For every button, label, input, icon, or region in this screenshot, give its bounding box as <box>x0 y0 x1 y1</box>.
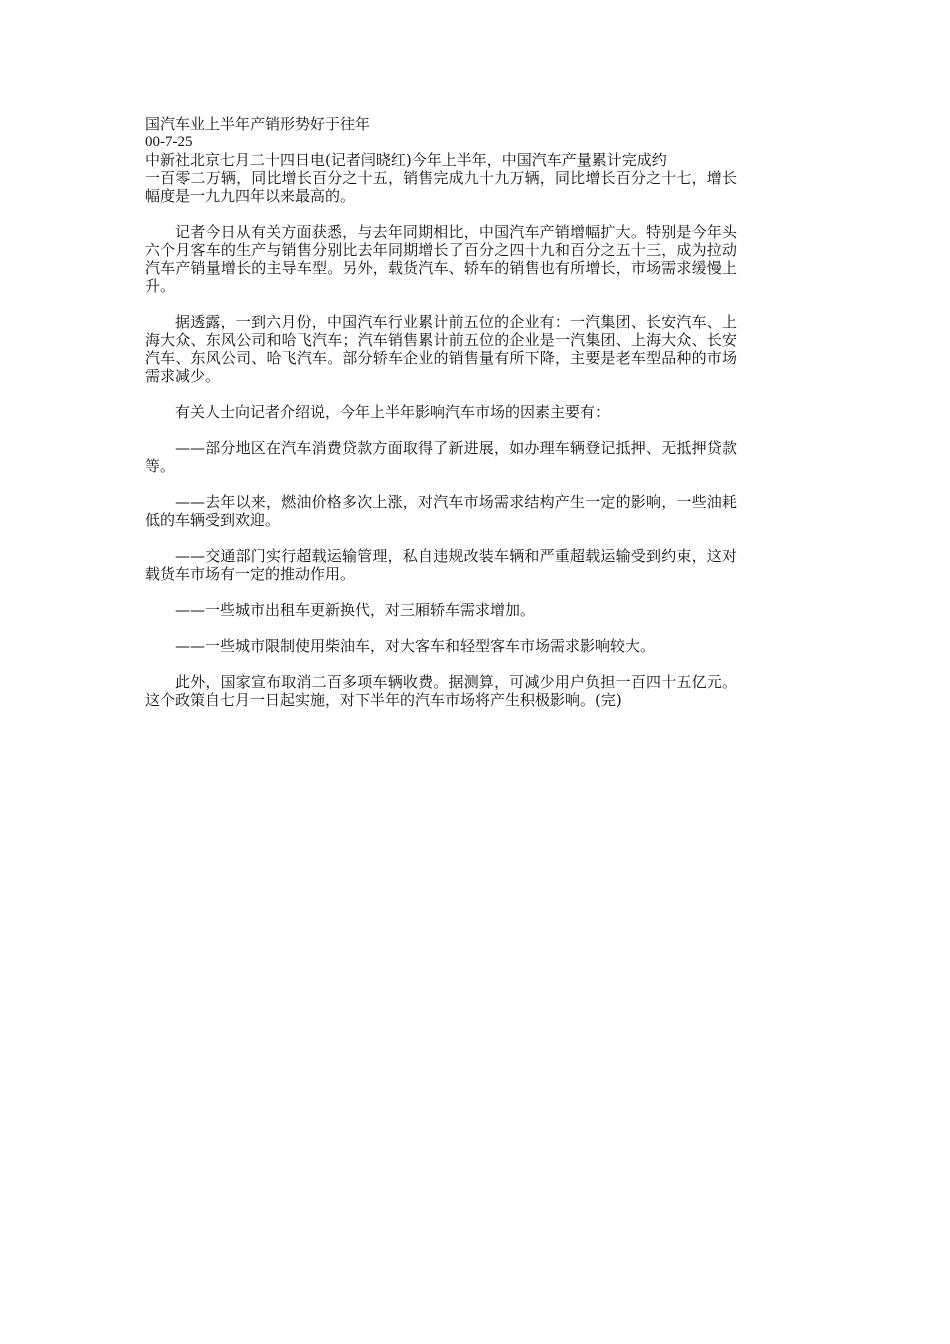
paragraph-3: 有关人士向记者介绍说，今年上半年影响汽车市场的因素主要有： <box>175 403 611 421</box>
paragraph-1: 记者今日从有关方面获悉，与去年同期相比，中国汽车产销增幅扩大。特别是今年头六个月客车的生产与销售分别比去年同期增长了百分之四十九和百分之五十三，成为拉动汽车产销量增长的主导车型。另外，载货汽车、轿车的销售也有所增长，市场需求缓慢上升。 <box>145 223 737 295</box>
paragraph-5: ——去年以来，燃油价格多次上涨，对汽车市场需求结构产生一定的影响，一些油耗低的车辆受到欢迎。 <box>145 493 737 529</box>
paragraph-6: ——交通部门实行超载运输管理，私自违规改装车辆和严重超载运输受到约束，这对载货车市场有一定的推动作用。 <box>145 547 737 583</box>
paragraph-4: ——部分地区在汽车消费贷款方面取得了新进展，如办理车辆登记抵押、无抵押贷款等。 <box>145 439 737 475</box>
lead-paragraph <box>145 151 737 205</box>
paragraph-9: 此外，国家宣布取消二百多项车辆收费。据测算，可减少用户负担一百四十五亿元。这个政策自七月一日起实施，对下半年的汽车市场将产生积极影响。(完) <box>145 673 737 709</box>
article-date: 00-7-25 <box>145 134 193 150</box>
paragraph-7: ——一些城市出租车更新换代，对三厢轿车需求增加。 <box>175 601 536 619</box>
paragraph-2: 据透露，一到六月份，中国汽车行业累计前五位的企业有：一汽集团、长安汽车、上海大众、东风公司和哈飞汽车；汽车销售累计前五位的企业是一汽集团、上海大众、长安汽车、东风公司、哈飞汽车。部分轿车企业的销售量有所下降，主要是老车型品种的市场需求减少。 <box>145 313 737 385</box>
article <box>145 115 737 727</box>
lead-line-1: 中新社北京七月二十四日电(记者闫晓红)今年上半年，中国汽车产量累计完成约 <box>145 151 667 169</box>
paragraph-8: ——一些城市限制使用柴油车，对大客车和轻型客车市场需求影响较大。 <box>175 637 656 655</box>
lead-line-2: 一百零二万辆，同比增长百分之十五，销售完成九十九万辆，同比增长百分之十七，增长幅度是一九九四年以来最高的。 <box>145 169 737 205</box>
article-title: 国汽车业上半年产销形势好于往年 <box>145 115 371 133</box>
